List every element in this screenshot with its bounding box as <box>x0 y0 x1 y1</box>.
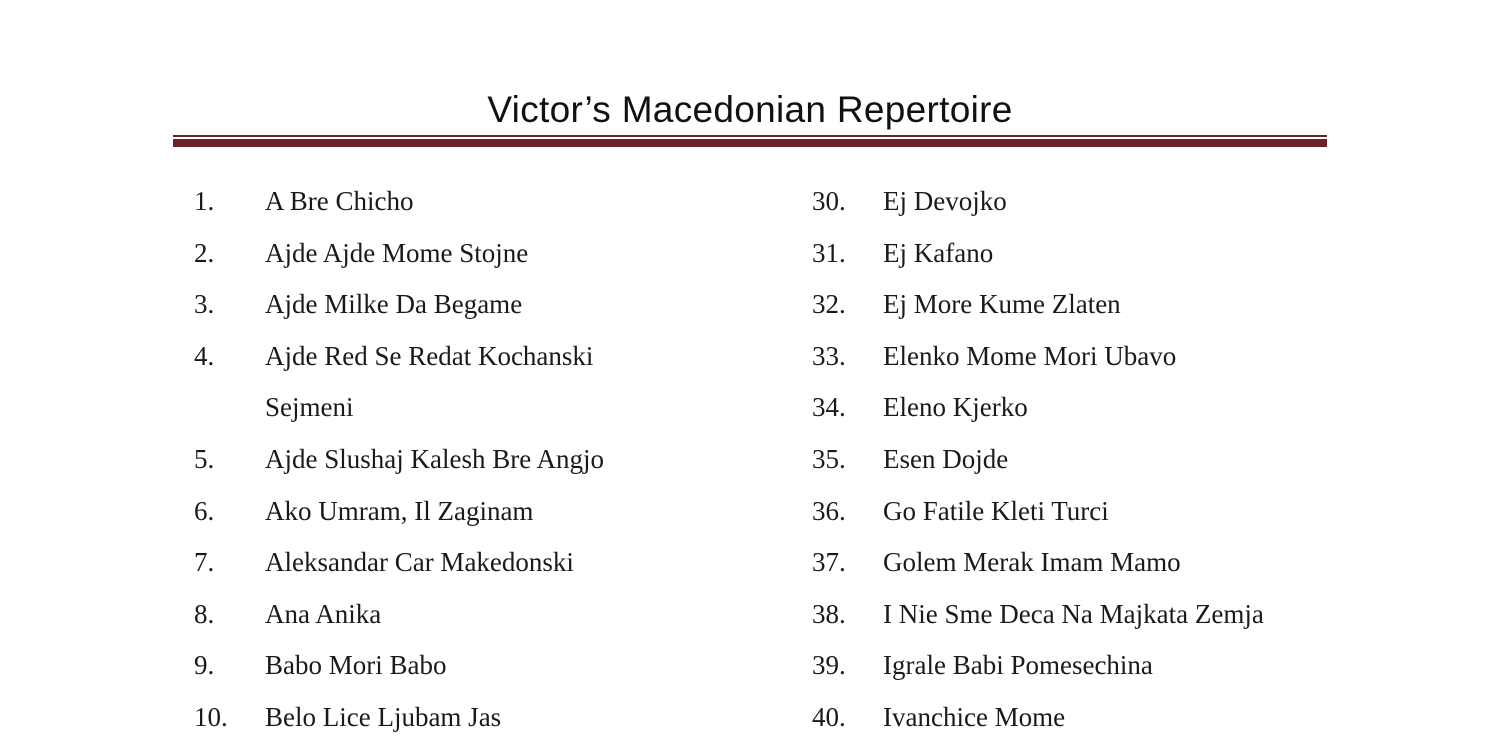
song-number: 9. <box>194 650 215 681</box>
song-list-item <box>194 640 754 692</box>
song-number: 30. <box>812 186 846 216</box>
song-title: Ana Anika <box>265 598 382 629</box>
song-title: Ajde Ajde Mome Stojne <box>265 237 529 268</box>
song-number: 36. <box>812 495 846 526</box>
song-number: 8. <box>194 598 215 629</box>
song-title: Eleno Kjerko <box>883 392 1028 423</box>
song-list-item <box>812 640 1372 692</box>
song-title: Ajde Slushaj Kalesh Bre Angjo <box>265 443 604 474</box>
song-list-item <box>812 692 1372 744</box>
song-number: 5. <box>194 443 215 474</box>
song-number: 38. <box>812 598 846 629</box>
song-number: 37. <box>812 547 846 578</box>
song-list-item <box>812 382 1372 434</box>
song-list-item <box>194 486 754 538</box>
song-number: 10. <box>194 701 228 732</box>
song-title: Ako Umram, Il Zaginam <box>265 495 534 526</box>
song-title: I Nie Sme Deca Na Majkata Zemja <box>883 598 1264 629</box>
song-title: Babo Mori Babo <box>265 650 447 681</box>
song-list-item <box>194 537 754 589</box>
song-title: Ej More Kume Zlaten <box>883 289 1121 320</box>
song-number: 7. <box>194 547 215 578</box>
song-title: Golem Merak Imam Mamo <box>883 547 1181 578</box>
song-number: 33. <box>812 340 846 371</box>
song-title: Esen Dojde <box>883 443 1009 474</box>
song-list-item <box>194 176 754 228</box>
song-list-left-column <box>194 176 754 744</box>
song-list-item <box>194 331 754 434</box>
title-rule-thick <box>173 139 1327 147</box>
song-number: 34. <box>812 392 846 423</box>
page-title: Victor’s Macedonian Repertoire <box>487 89 1013 130</box>
song-number: 35. <box>812 443 846 474</box>
song-number: 32. <box>812 289 846 320</box>
song-list-item <box>812 279 1372 331</box>
song-title: Ej Devojko <box>883 186 1007 216</box>
song-title: Ivanchice Mome <box>883 701 1066 732</box>
song-list-item <box>812 228 1372 280</box>
song-title: Aleksandar Car Makedonski <box>265 547 574 578</box>
song-list-item <box>812 331 1372 383</box>
song-number: 4. <box>194 340 215 371</box>
song-list-item <box>194 434 754 486</box>
song-list-item <box>812 176 1372 228</box>
song-list-item <box>194 589 754 641</box>
song-number: 3. <box>194 289 215 320</box>
song-list-item <box>812 589 1372 641</box>
song-number: 1. <box>194 186 215 216</box>
song-title: Ej Kafano <box>883 237 994 268</box>
song-list-item <box>812 434 1372 486</box>
song-number: 39. <box>812 650 846 681</box>
song-list-item <box>812 537 1372 589</box>
song-list-item <box>194 692 754 744</box>
title-rule-thin <box>173 135 1327 137</box>
song-list-item <box>194 228 754 280</box>
song-list-item <box>194 279 754 331</box>
song-number: 31. <box>812 237 846 268</box>
song-title: Belo Lice Ljubam Jas <box>265 701 502 732</box>
song-list-right-column <box>812 176 1372 744</box>
song-title: Ajde Milke Da Begame <box>265 289 523 320</box>
song-list-item <box>812 486 1372 538</box>
song-title: A Bre Chicho <box>265 186 414 216</box>
song-title: Igrale Babi Pomesechina <box>883 650 1153 681</box>
song-title: Ajde Red Se Redat Kochanski Sejmeni <box>265 340 594 423</box>
song-title: Elenko Mome Mori Ubavo <box>883 340 1177 371</box>
song-number: 40. <box>812 701 846 732</box>
song-title: Go Fatile Kleti Turci <box>883 495 1109 526</box>
song-number: 2. <box>194 237 215 268</box>
song-number: 6. <box>194 495 215 526</box>
